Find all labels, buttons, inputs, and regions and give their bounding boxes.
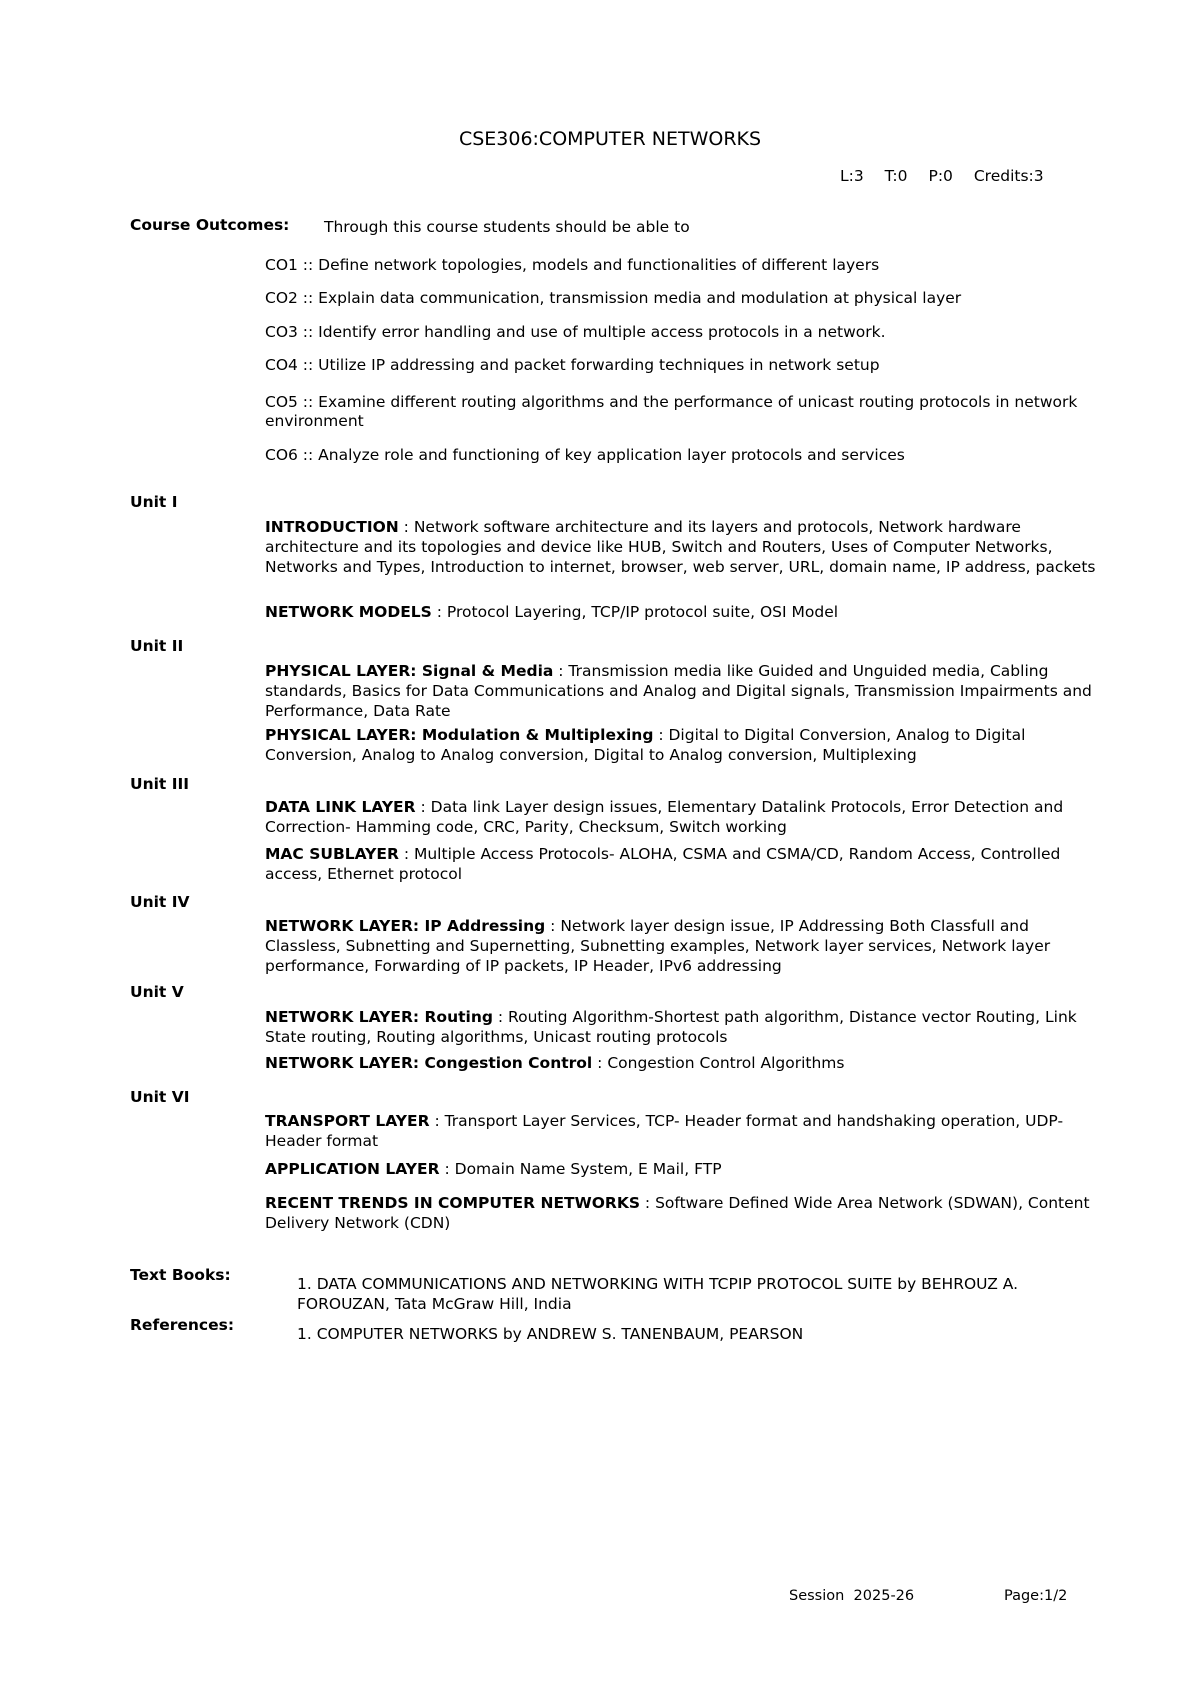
reference-item: 1. COMPUTER NETWORKS by ANDREW S. TANENBAUM, PEARSON <box>297 1325 804 1343</box>
course-hours <box>840 167 1044 185</box>
text-books-label: Text Books: <box>130 1266 231 1284</box>
unit-label: Unit III <box>130 775 190 793</box>
unit-topic <box>265 844 1105 884</box>
unit-topic <box>265 602 1105 622</box>
topic-text: : Routing Algorithm-Shortest path algorithm, Distance vector Routing, Link State routing, Routing algorithms, Unicast routing protocols <box>265 1008 1077 1046</box>
unit-topic <box>265 661 1105 721</box>
topic-title: INTRODUCTION <box>265 518 399 536</box>
topic-title: RECENT TRENDS IN COMPUTER NETWORKS <box>265 1194 640 1212</box>
course-outcome-item: CO1 :: Define network topologies, models and functionalities of different layers <box>265 256 880 274</box>
topic-text: : Software Defined Wide Area Network (SDWAN), Content Delivery Network (CDN) <box>265 1194 1090 1232</box>
course-outcomes-label: Course Outcomes: <box>130 216 290 234</box>
page-title: CSE306:COMPUTER NETWORKS <box>458 128 762 150</box>
topic-title: PHYSICAL LAYER: Modulation & Multiplexing <box>265 726 654 744</box>
page-number: Page:1/2 <box>1004 1588 1068 1604</box>
course-outcomes-intro: Through this course students should be able to <box>324 218 690 236</box>
topic-text: : Domain Name System, E Mail, FTP <box>439 1160 722 1178</box>
unit-topic <box>265 1053 1105 1073</box>
course-outcome-item: CO5 :: Examine different routing algorithms and the performance of unicast routing protocols in network environment <box>265 393 1078 430</box>
unit-label: Unit I <box>130 493 178 511</box>
references-label: References: <box>130 1316 235 1334</box>
text-book-item: 1. DATA COMMUNICATIONS AND NETWORKING WITH TCPIP PROTOCOL SUITE by BEHROUZ A. FOROUZAN, Tata McGraw Hill, India <box>297 1275 1019 1313</box>
topic-text: : Network layer design issue, IP Addressing Both Classfull and Classless, Subnetting and Supernetting, Subnetting examples, Network layer services, Network layer performance, Forwarding of IP packets, IP Header, IPv6 addressing <box>265 917 1051 975</box>
topic-title: TRANSPORT LAYER <box>265 1112 430 1130</box>
topic-title: NETWORK LAYER: Routing <box>265 1008 493 1026</box>
topic-text: : Congestion Control Algorithms <box>592 1054 845 1072</box>
topic-text: : Data link Layer design issues, Elementary Datalink Protocols, Error Detection and Correction- Hamming code, CRC, Parity, Checksum, Switch working <box>265 798 1064 836</box>
unit-topic <box>265 1007 1105 1047</box>
unit-topic <box>265 725 1105 765</box>
unit-topic <box>265 916 1105 976</box>
practical-hours: P:0 <box>928 167 953 185</box>
unit-label: Unit II <box>130 637 184 655</box>
unit-topic <box>265 1111 1105 1151</box>
tutorial-hours: T:0 <box>884 167 908 185</box>
unit-topic <box>265 517 1105 577</box>
topic-text: : Protocol Layering, TCP/IP protocol suite, OSI Model <box>431 603 839 621</box>
topic-text: : Digital to Digital Conversion, Analog to Digital Conversion, Analog to Analog conversion, Digital to Analog conversion, Multiplexing <box>265 726 1026 764</box>
topic-text: : Transport Layer Services, TCP- Header format and handshaking operation, UDP- Header format <box>265 1112 1064 1150</box>
unit-topic <box>265 1193 1105 1233</box>
session-label: Session 2025-26 <box>789 1588 915 1604</box>
unit-label: Unit IV <box>130 893 190 911</box>
topic-title: NETWORK MODELS <box>265 603 432 621</box>
topic-title: NETWORK LAYER: IP Addressing <box>265 917 546 935</box>
topic-title: APPLICATION LAYER <box>265 1160 440 1178</box>
unit-topic <box>265 1159 1105 1179</box>
course-outcome-item: CO6 :: Analyze role and functioning of key application layer protocols and services <box>265 446 905 464</box>
topic-title: MAC SUBLAYER <box>265 845 399 863</box>
unit-label: Unit VI <box>130 1088 190 1106</box>
topic-text: : Transmission media like Guided and Unguided media, Cabling standards, Basics for Data Communications and Analog and Digital signals, Transmission Impairments and Performance, Data Rate <box>265 662 1092 720</box>
unit-topic <box>265 797 1105 837</box>
topic-title: NETWORK LAYER: Congestion Control <box>265 1054 593 1072</box>
course-outcome-item: CO3 :: Identify error handling and use of multiple access protocols in a network. <box>265 323 886 341</box>
course-outcome-item: CO4 :: Utilize IP addressing and packet forwarding techniques in network setup <box>265 356 880 374</box>
topic-text: : Multiple Access Protocols- ALOHA, CSMA and CSMA/CD, Random Access, Controlled access, Ethernet protocol <box>265 845 1061 883</box>
lecture-hours: L:3 <box>840 167 864 185</box>
topic-title: PHYSICAL LAYER: Signal & Media <box>265 662 554 680</box>
topic-title: DATA LINK LAYER <box>265 798 416 816</box>
credits: Credits:3 <box>973 167 1044 185</box>
course-outcome-item: CO2 :: Explain data communication, transmission media and modulation at physical layer <box>265 289 962 307</box>
topic-text: : Network software architecture and its layers and protocols, Network hardware architecture and its topologies and device like HUB, Switch and Routers, Uses of Computer Networks, Networks and Types, Introduction to internet, browser, web server, URL, domain name, IP address, packets <box>265 518 1096 576</box>
unit-label: Unit V <box>130 983 184 1001</box>
